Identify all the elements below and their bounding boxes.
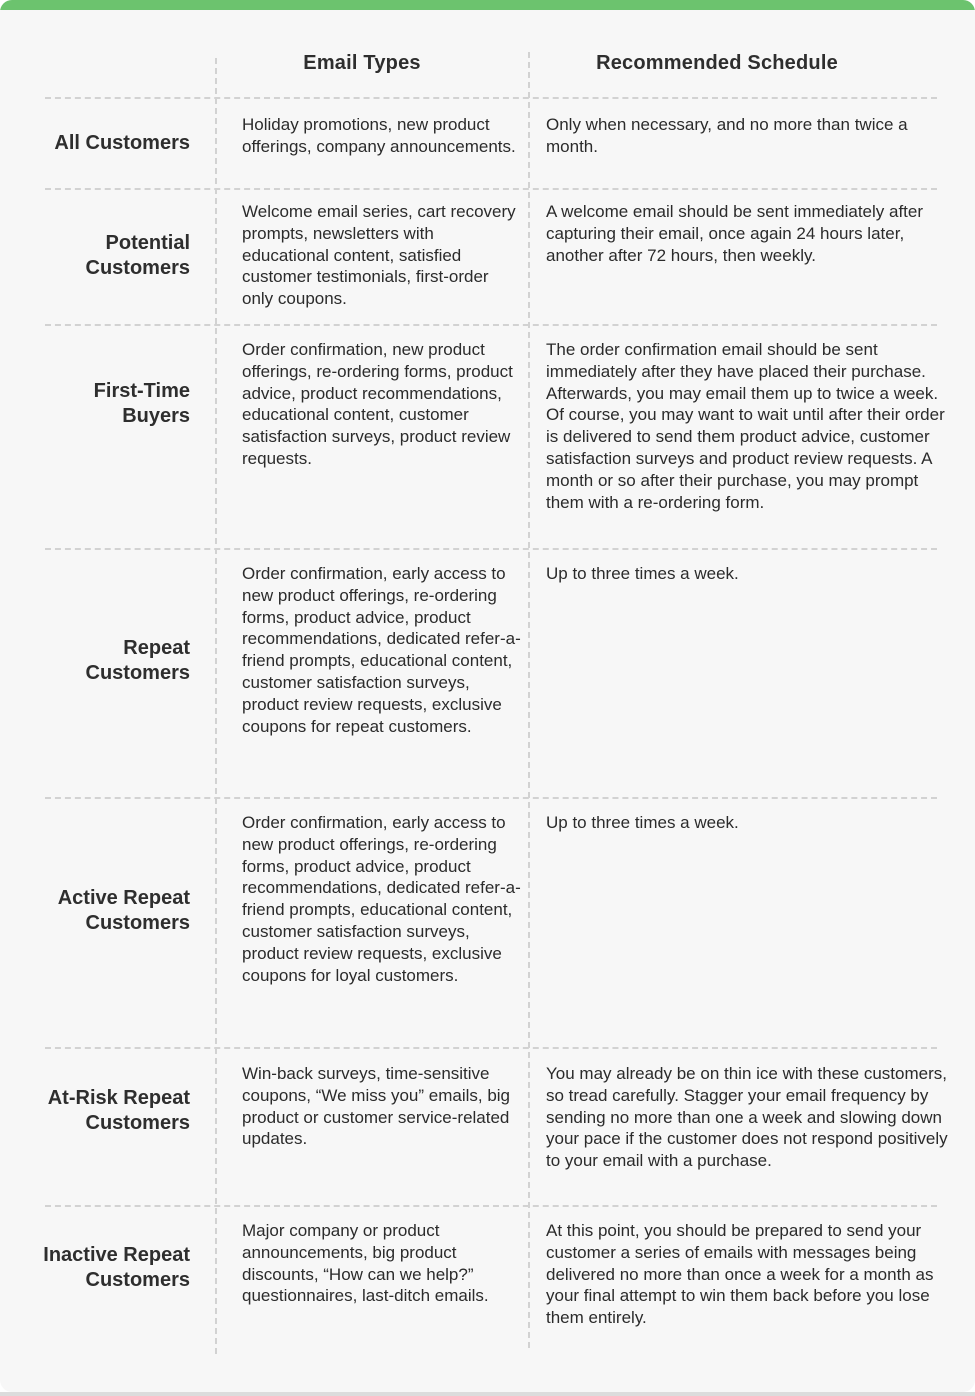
- row-divider: [45, 1047, 937, 1049]
- segment-at-risk-repeat-customers: At-Risk Repeat Customers: [47, 1087, 190, 1134]
- schedule-potential-customers: A welcome email should be sent immediately after capturing their email, once again 24 hours later, another after 72 hours, then weekly.: [546, 202, 924, 265]
- accent-bar: [0, 0, 975, 10]
- schedule-inactive-repeat-customers: At this point, you should be prepared to send your customer a series of emails with messages being delivered no more than once a week for a month as your final attempt to win them back before you lose them entirely.: [546, 1221, 934, 1328]
- segment-repeat-customers: Repeat Customers: [85, 637, 190, 684]
- schedule-at-risk-repeat-customers: You may already be on thin ice with these customers, so tread carefully. Stagger your email frequency by sending no more than one a week and slowing down your pace if the customer does not respond positively to your email with a purchase.: [546, 1064, 948, 1171]
- schedule-repeat-customers: Up to three times a week.: [546, 564, 739, 583]
- segment-inactive-repeat-customers: Inactive Repeat Customers: [43, 1244, 190, 1291]
- card-bottom-edge: [0, 1392, 975, 1396]
- column-divider-2: [528, 52, 530, 1348]
- header-email-types: Email Types: [303, 52, 421, 74]
- email-types-repeat-customers: Order confirmation, early access to new product offerings, re-ordering forms, product advice, product recommendations, dedicated refer-a-friend prompts, educational content, customer satisfaction surveys, product review requests, exclusive coupons for repeat customers.: [242, 564, 521, 736]
- segment-active-repeat-customers: Active Repeat Customers: [57, 887, 190, 934]
- segment-potential-customers: Potential Customers: [85, 232, 190, 279]
- row-divider: [45, 797, 937, 799]
- header-recommended-schedule: Recommended Schedule: [596, 52, 838, 74]
- email-types-inactive-repeat-customers: Major company or product announcements, big product discounts, “How can we help?” questionnaires, last-ditch emails.: [242, 1221, 489, 1306]
- segment-first-time-buyers: First-Time Buyers: [93, 380, 190, 427]
- email-types-first-time-buyers: Order confirmation, new product offerings, re-ordering forms, product advice, product recommendations, educational content, customer satisfaction surveys, product review requests.: [242, 340, 513, 468]
- row-divider: [45, 1205, 937, 1207]
- segment-all-customers: All Customers: [54, 132, 190, 154]
- column-divider-1: [215, 58, 217, 1354]
- schedule-all-customers: Only when necessary, and no more than twice a month.: [546, 115, 908, 156]
- email-types-at-risk-repeat-customers: Win-back surveys, time-sensitive coupons, “We miss you” emails, big product or customer service-related updates.: [242, 1064, 511, 1149]
- row-divider: [45, 188, 937, 190]
- email-types-potential-customers: Welcome email series, cart recovery prompts, newsletters with educational content, satisfied customer testimonials, first-order only coupons.: [242, 202, 516, 309]
- schedule-first-time-buyers: The order confirmation email should be sent immediately after they have placed their purchase. Afterwards, you may email them up to twice a week. Of course, you may want to wait until after their order is delivered to send them product advice, customer satisfaction surveys and product review requests. A month or so after their purchase, you may prompt them with a re-ordering form.: [546, 340, 945, 512]
- row-divider: [45, 97, 937, 99]
- schedule-active-repeat-customers: Up to three times a week.: [546, 813, 739, 832]
- row-divider: [45, 324, 937, 326]
- email-types-all-customers: Holiday promotions, new product offerings, company announcements.: [242, 115, 516, 156]
- row-divider: [45, 548, 937, 550]
- email-types-active-repeat-customers: Order confirmation, early access to new product offerings, re-ordering forms, product advice, product recommendations, dedicated refer-a-friend prompts, educational content, customer satisfaction surveys, product review requests, exclusive coupons for loyal customers.: [242, 813, 521, 985]
